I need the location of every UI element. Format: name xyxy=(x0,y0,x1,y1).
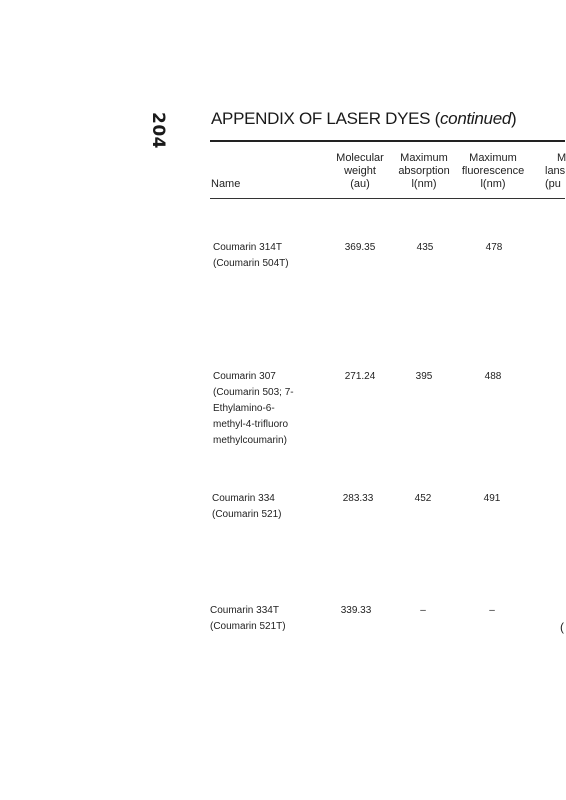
header-line: l(nm) xyxy=(411,178,437,190)
header-line: M xyxy=(557,152,566,164)
page-number xyxy=(146,112,174,149)
name-line: Coumarin 307 xyxy=(213,371,276,382)
header-line: lans xyxy=(545,165,566,177)
header-max-absorption xyxy=(393,152,455,191)
row-2-absorption: 395 xyxy=(415,371,433,382)
row-2-weight: 271.24 xyxy=(344,371,376,382)
header-bottom-rule xyxy=(210,198,565,199)
name-line: methyl-4-trifluoro xyxy=(213,419,289,430)
name-line: (Coumarin 521T) xyxy=(210,621,286,632)
row-4-weight: 339.33 xyxy=(340,605,372,616)
page-title xyxy=(211,109,516,129)
row-3-fluorescence: 491 xyxy=(483,493,501,504)
header-line: Molecular xyxy=(336,152,384,164)
row-3-absorption: 452 xyxy=(414,493,432,504)
row-4-fluorescence: – xyxy=(489,605,495,616)
title-close: ) xyxy=(511,109,517,128)
edge-mark: ( xyxy=(560,620,564,634)
header-name: Name xyxy=(211,178,241,190)
row-2-name xyxy=(213,369,294,449)
header-line: fluorescence xyxy=(461,165,525,177)
name-line: Coumarin 334 xyxy=(212,493,275,504)
title-italic: continued xyxy=(439,109,512,128)
header-line: Maximum xyxy=(400,152,448,164)
name-line: Coumarin 314T xyxy=(213,242,282,253)
header-max-fluorescence xyxy=(458,152,528,191)
header-molecular-weight xyxy=(330,152,390,191)
header-line: l(nm) xyxy=(480,178,506,190)
name-line: Ethylamino-6- xyxy=(213,403,275,414)
name-line: Coumarin 334T xyxy=(210,605,279,616)
row-4-name xyxy=(210,603,286,635)
header-line: (pu xyxy=(545,178,561,190)
header-line: Maximum xyxy=(469,152,517,164)
name-line: (Coumarin 503; 7- xyxy=(213,387,294,398)
row-1-absorption: 435 xyxy=(416,242,434,253)
header-line: (au) xyxy=(350,178,370,190)
row-2-fluorescence: 488 xyxy=(484,371,502,382)
row-1-name xyxy=(213,240,289,272)
row-3-weight: 283.33 xyxy=(342,493,374,504)
name-line: (Coumarin 504T) xyxy=(213,258,289,269)
header-cut-column xyxy=(545,152,565,191)
header-line: absorption xyxy=(398,165,450,177)
name-line: methylcoumarin) xyxy=(213,435,287,446)
header-line: weight xyxy=(344,165,376,177)
row-4-absorption: – xyxy=(420,605,426,616)
row-1-fluorescence: 478 xyxy=(485,242,503,253)
name-line: (Coumarin 521) xyxy=(212,509,282,520)
row-1-weight: 369.35 xyxy=(344,242,376,253)
table-top-rule xyxy=(210,140,565,142)
page-number-text: 204 xyxy=(148,112,168,149)
title-main: APPENDIX OF LASER DYES ( xyxy=(211,109,440,128)
row-3-name xyxy=(212,491,281,523)
